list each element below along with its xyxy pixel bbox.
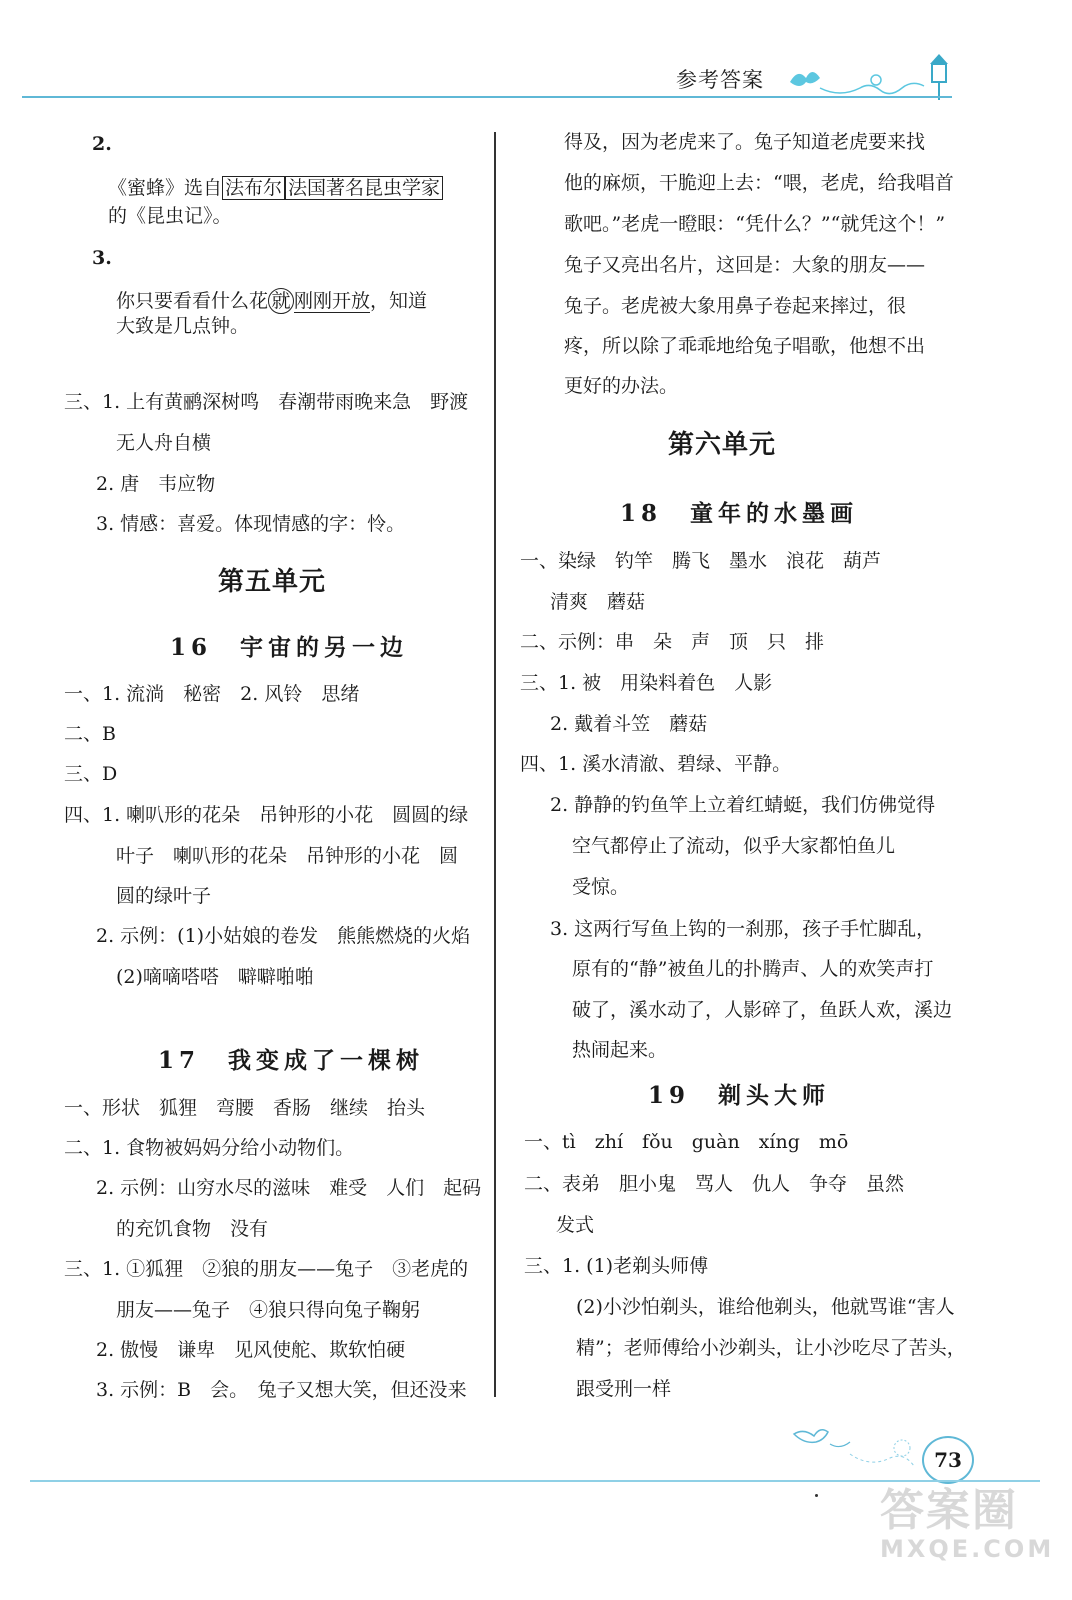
answer-line: 疼，所以除了乖乖地给兔子唱歌，他想不出 xyxy=(564,335,926,357)
answer-line: (2)小沙怕剃头，谁给他剃头，他就骂谁“害人 xyxy=(576,1296,955,1318)
footer-rule xyxy=(30,1480,1040,1482)
answer-line: 二、表弟 胆小鬼 骂人 仇人 争夺 虽然 xyxy=(524,1173,905,1195)
lesson-heading: 19 剃头大师 xyxy=(648,1082,831,1109)
answer-line: 3. 情感：喜爱。体现情感的字：怜。 xyxy=(96,513,406,535)
answer-line: 的充饥食物 没有 xyxy=(116,1218,269,1240)
watermark xyxy=(880,1486,1054,1562)
answer-line: 得及，因为老虎来了。兔子知道老虎要来找 xyxy=(564,131,926,153)
answer-line: 3. 这两行写鱼上钩的一刹那，孩子手忙脚乱， xyxy=(550,918,936,940)
answer-line: 二、B xyxy=(64,723,116,745)
butterfly-lantern-icon xyxy=(780,42,960,102)
lesson-heading: 17 我变成了一棵树 xyxy=(158,1047,425,1074)
answer-line: 朋友——兔子 ④狼只得向兔子鞠躬 xyxy=(116,1299,421,1321)
answer-line: 破了，溪水动了，人影碎了，鱼跃人欢，溪边 xyxy=(572,999,953,1021)
answer-line: 大致是几点钟。 xyxy=(116,315,250,337)
answer-line: 更好的办法。 xyxy=(564,375,679,397)
answer-line: 空气都停止了流动，似乎大家都怕鱼儿 xyxy=(572,835,896,857)
dove-swirl-icon xyxy=(790,1420,930,1480)
answer-line: 一、tì zhí fǒu guàn xíng mō xyxy=(524,1131,849,1153)
answer-line: 2. 示例：(1)小姑娘的卷发 熊熊燃烧的火焰 xyxy=(96,925,471,947)
answer-line: 兔子又亮出名片，这回是：大象的朋友—— xyxy=(564,254,926,276)
watermark-url: MXQE.COM xyxy=(880,1535,1055,1563)
answer-line: 的《昆虫记》。 xyxy=(108,205,232,227)
answer-line: 一、染绿 钓竿 腾飞 墨水 浪花 葫芦 xyxy=(520,550,882,572)
underlined-answer: 刚刚开放 xyxy=(294,290,371,312)
answer-line: 2. 唐 韦应物 xyxy=(96,473,216,495)
answer-line: 四、1. 喇叭形的花朵 吊钟形的小花 圆圆的绿 xyxy=(64,804,469,826)
answer-line: 叶子 喇叭形的花朵 吊钟形的小花 圆 xyxy=(116,845,459,867)
answer-text: 《蜜蜂》选自 xyxy=(108,177,223,199)
unit-heading: 第五单元 xyxy=(218,567,327,597)
item-number: 2. xyxy=(92,133,112,155)
answer-line: 三、1. 被 用染料着色 人影 xyxy=(520,672,773,694)
answer-line xyxy=(116,288,427,314)
answer-line: 精”；老师傅给小沙剃头，让小沙吃尽了苦头， xyxy=(576,1337,966,1359)
answer-line: (2)嘀嘀嗒嗒 噼噼啪啪 xyxy=(116,966,314,988)
answer-line: 四、1. 溪水清澈、碧绿、平静。 xyxy=(520,753,792,775)
header-rule xyxy=(22,96,952,98)
answer-line: 清爽 蘑菇 xyxy=(550,591,646,613)
answer-line: 歌吧。”老虎一瞪眼：“凭什么？”“就凭这个！” xyxy=(564,213,946,235)
answer-line: 3. 示例：B 会。 兔子又想大笑，但还没来 xyxy=(96,1379,467,1401)
item-number: 3. xyxy=(92,247,112,269)
unit-heading: 第六单元 xyxy=(668,430,777,460)
lesson-heading: 18 童年的水墨画 xyxy=(620,500,859,527)
answer-line: 热闹起来。 xyxy=(572,1039,668,1061)
answer-line: 他的麻烦，干脆迎上去：“喂，老虎，给我唱首 xyxy=(564,172,954,194)
answer-line: 原有的“静”被鱼儿的扑腾声、人的欢笑声打 xyxy=(572,958,934,980)
answer-line: 二、1. 食物被妈妈分给小动物们。 xyxy=(64,1137,355,1159)
page-number: 73 xyxy=(922,1436,974,1484)
answer-line: 二、示例：串 朵 声 顶 只 排 xyxy=(520,631,825,653)
answer-line: 2. 示例：山穷水尽的滋味 难受 人们 起码 xyxy=(96,1177,482,1199)
answer-line: 无人舟自横 xyxy=(116,432,212,454)
answer-text: ，知道 xyxy=(370,290,428,312)
boxed-answer: 法布尔 xyxy=(222,176,285,200)
dot-mark xyxy=(815,1494,818,1497)
answer-line: 2. 静静的钓鱼竿上立着红蜻蜓，我们仿佛觉得 xyxy=(550,794,936,816)
answer-line: 三、1. (1)老剃头师傅 xyxy=(524,1255,709,1277)
answer-text: 你只要看看什么花 xyxy=(116,290,269,312)
answer-line: 2. 戴着斗笠 蘑菇 xyxy=(550,713,708,735)
boxed-answer: 法国著名昆虫学家 xyxy=(285,176,443,200)
answer-line: 三、1. 上有黄鹂深树鸣 春潮带雨晚来急 野渡 xyxy=(64,391,469,413)
answer-line: 兔子。老虎被大象用鼻子卷起来摔过，很 xyxy=(564,295,907,317)
answer-line: 受惊。 xyxy=(572,876,630,898)
answer-line: 三、D xyxy=(64,763,118,785)
answer-line: 一、形状 狐狸 弯腰 香肠 继续 抬头 xyxy=(64,1097,426,1119)
answer-line: 一、1. 流淌 秘密 2. 风铃 思绪 xyxy=(64,683,360,705)
column-divider xyxy=(494,132,496,1397)
answer-line: 发式 xyxy=(556,1214,595,1236)
lesson-heading: 16 宇宙的另一边 xyxy=(170,634,409,661)
answer-line: 2. 傲慢 谦卑 见风使舵、欺软怕硬 xyxy=(96,1339,406,1361)
answer-line: 三、1. ①狐狸 ②狼的朋友——兔子 ③老虎的 xyxy=(64,1258,469,1280)
watermark-title: 答案圈 xyxy=(880,1485,1018,1536)
answer-line xyxy=(108,176,443,200)
header-title: 参考答案 xyxy=(676,68,764,92)
circled-answer: 就 xyxy=(268,288,294,314)
answer-line: 跟受刑一样 xyxy=(576,1378,672,1400)
answer-line: 圆的绿叶子 xyxy=(116,885,212,907)
